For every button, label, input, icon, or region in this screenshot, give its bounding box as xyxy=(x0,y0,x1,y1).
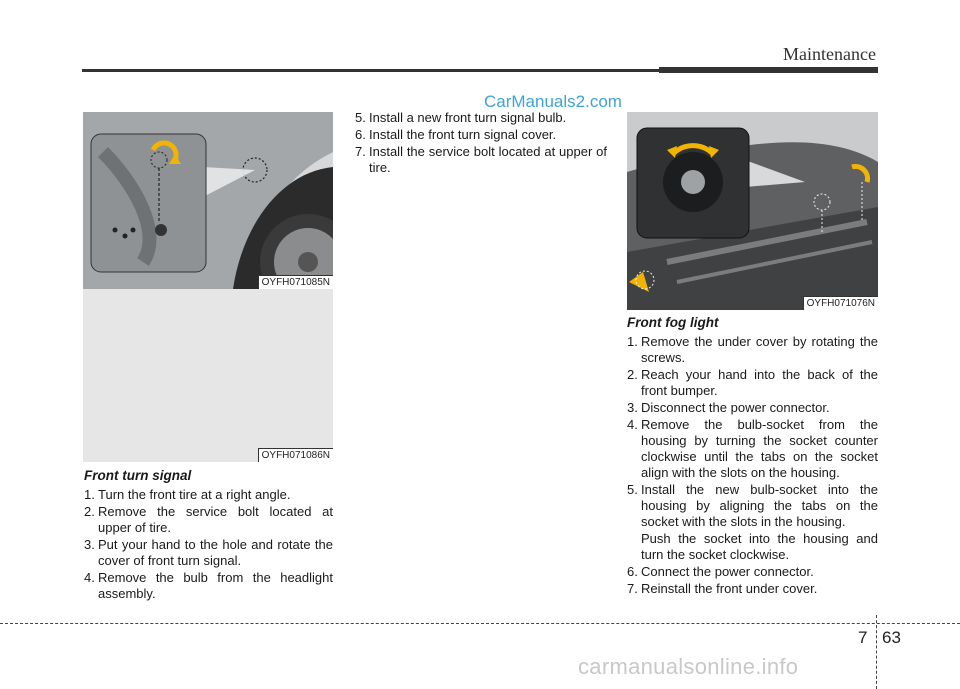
car-underside-illustration xyxy=(627,112,878,310)
list-item: 7. Reinstall the front under cover. xyxy=(627,581,818,596)
fog-light-underside-figure xyxy=(627,112,878,310)
figure-code: OYFH071076N xyxy=(803,296,878,310)
list-item: 1. Turn the front tire at a right angle. xyxy=(84,487,291,502)
footer-rule xyxy=(0,623,960,624)
turn-signal-bulb-figure xyxy=(83,289,333,462)
step-note: Push the socket into the housing and turn the socket clockwise. xyxy=(641,531,878,562)
watermark-link[interactable]: CarManuals2.com xyxy=(484,92,622,111)
list-item: 7. Install the service bolt located at upper of tire. xyxy=(355,144,607,175)
list-item: 2. Reach your hand into the back of the front bumper. xyxy=(627,367,878,398)
footer-divider xyxy=(876,615,877,689)
chapter-number: 7 xyxy=(858,628,868,647)
page-number: 63 xyxy=(882,628,901,647)
list-item: 6. Connect the power connector. xyxy=(627,564,814,579)
figure-code: OYFH071085N xyxy=(258,275,333,289)
list-item: 4. Remove the bulb from the headlight assembly. xyxy=(84,570,333,601)
list-item: 4. Remove the bulb-socket from the housing by turning the socket counter clockwise until the tabs on the socket align with the slots on the housing. xyxy=(627,417,878,480)
front-turn-signal-continued xyxy=(355,110,607,177)
list-item: 5. Install the new bulb-socket into the housing by aligning the tabs on the socket with the slots in the housing. xyxy=(627,482,878,529)
front-turn-signal-heading: Front turn signal xyxy=(84,468,192,483)
turn-signal-service-bolt-figure xyxy=(83,112,333,289)
car-wheel-arch-illustration xyxy=(83,112,333,289)
list-item: 6. Install the front turn signal cover. xyxy=(355,127,557,142)
front-fog-light-section xyxy=(627,315,878,598)
list-item: 3. Put your hand to the hole and rotate the cover of front turn signal. xyxy=(84,537,333,568)
front-turn-signal-section xyxy=(84,468,333,603)
front-fog-light-heading: Front fog light xyxy=(627,315,719,330)
figure-code: OYFH071086N xyxy=(258,448,333,462)
list-item: 1. Remove the under cover by rotating the screws. xyxy=(627,334,878,365)
watermark-bottom: carmanualsonline.info xyxy=(578,654,799,679)
list-item: 2. Remove the service bolt located at upper of tire. xyxy=(84,504,333,535)
header-rule xyxy=(82,69,659,72)
section-title: Maintenance xyxy=(783,44,876,64)
list-item: 5. Install a new front turn signal bulb. xyxy=(355,110,567,125)
list-item: 3. Disconnect the power connector. xyxy=(627,400,830,415)
header-rule-thick xyxy=(659,67,878,73)
